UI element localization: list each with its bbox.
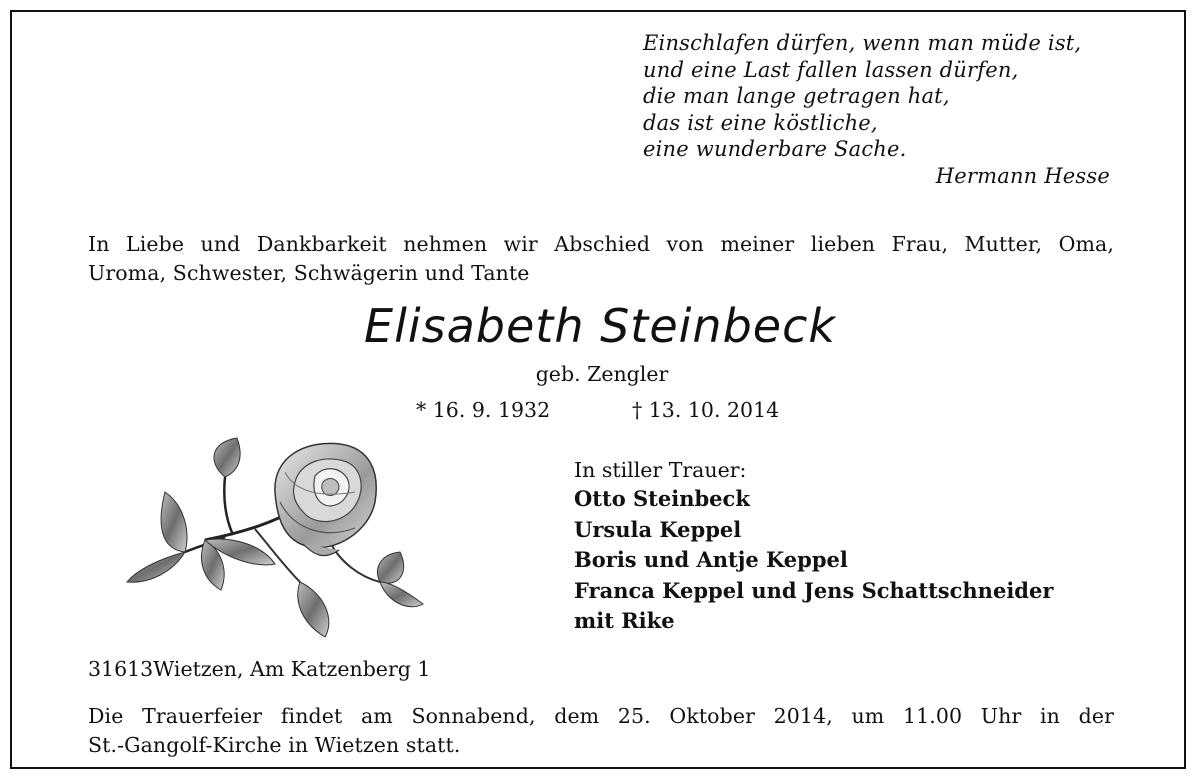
- mourners-block: [574, 456, 1134, 637]
- poem-block: [643, 30, 1113, 189]
- poem-line: und eine Last fallen lassen dürfen,: [643, 57, 1019, 82]
- maiden-name: geb. Zengler: [535, 362, 669, 386]
- mourner-name: Otto Steinbeck: [574, 486, 750, 511]
- mourner-name: Franca Keppel und Jens Schattschneider: [574, 577, 1054, 603]
- poem-line: eine wunderbare Sache.: [643, 137, 907, 161]
- poem-line: Einschlafen dürfen, wenn man müde ist,: [643, 31, 1082, 55]
- death-date: † 13. 10. 2014: [632, 398, 780, 422]
- birth-date: * 16. 9. 1932: [416, 398, 551, 422]
- rose-icon: [125, 432, 435, 644]
- mourner-name: mit Rike: [574, 608, 675, 633]
- poem-line: das ist eine köstliche,: [643, 110, 878, 135]
- mourners-label: In stiller Trauer:: [574, 458, 747, 482]
- intro-line: Uroma, Schwester, Schwägerin und Tante: [88, 261, 530, 285]
- mourner-name: Boris und Antje Keppel: [574, 547, 848, 572]
- funeral-info: [88, 702, 1114, 760]
- address: 31613Wietzen, Am Katzenberg 1: [88, 657, 431, 681]
- funeral-line: St.-Gangolf-Kirche in Wietzen statt.: [88, 733, 461, 757]
- funeral-line: Die Trauerfeier findet am Sonnabend, dem 25. Oktober 2014, um 11.00 Uhr in der: [88, 704, 1114, 728]
- deceased-name: Elisabeth Steinbeck: [364, 299, 836, 353]
- poem-author: Hermann Hesse: [935, 163, 1110, 188]
- intro-text: [88, 230, 1114, 288]
- poem-line: die man lange getragen hat,: [643, 84, 950, 108]
- intro-line: In Liebe und Dankbarkeit nehmen wir Abschied von meiner lieben Frau, Mutter, Oma,: [88, 232, 1114, 256]
- mourner-name: Ursula Keppel: [574, 516, 742, 542]
